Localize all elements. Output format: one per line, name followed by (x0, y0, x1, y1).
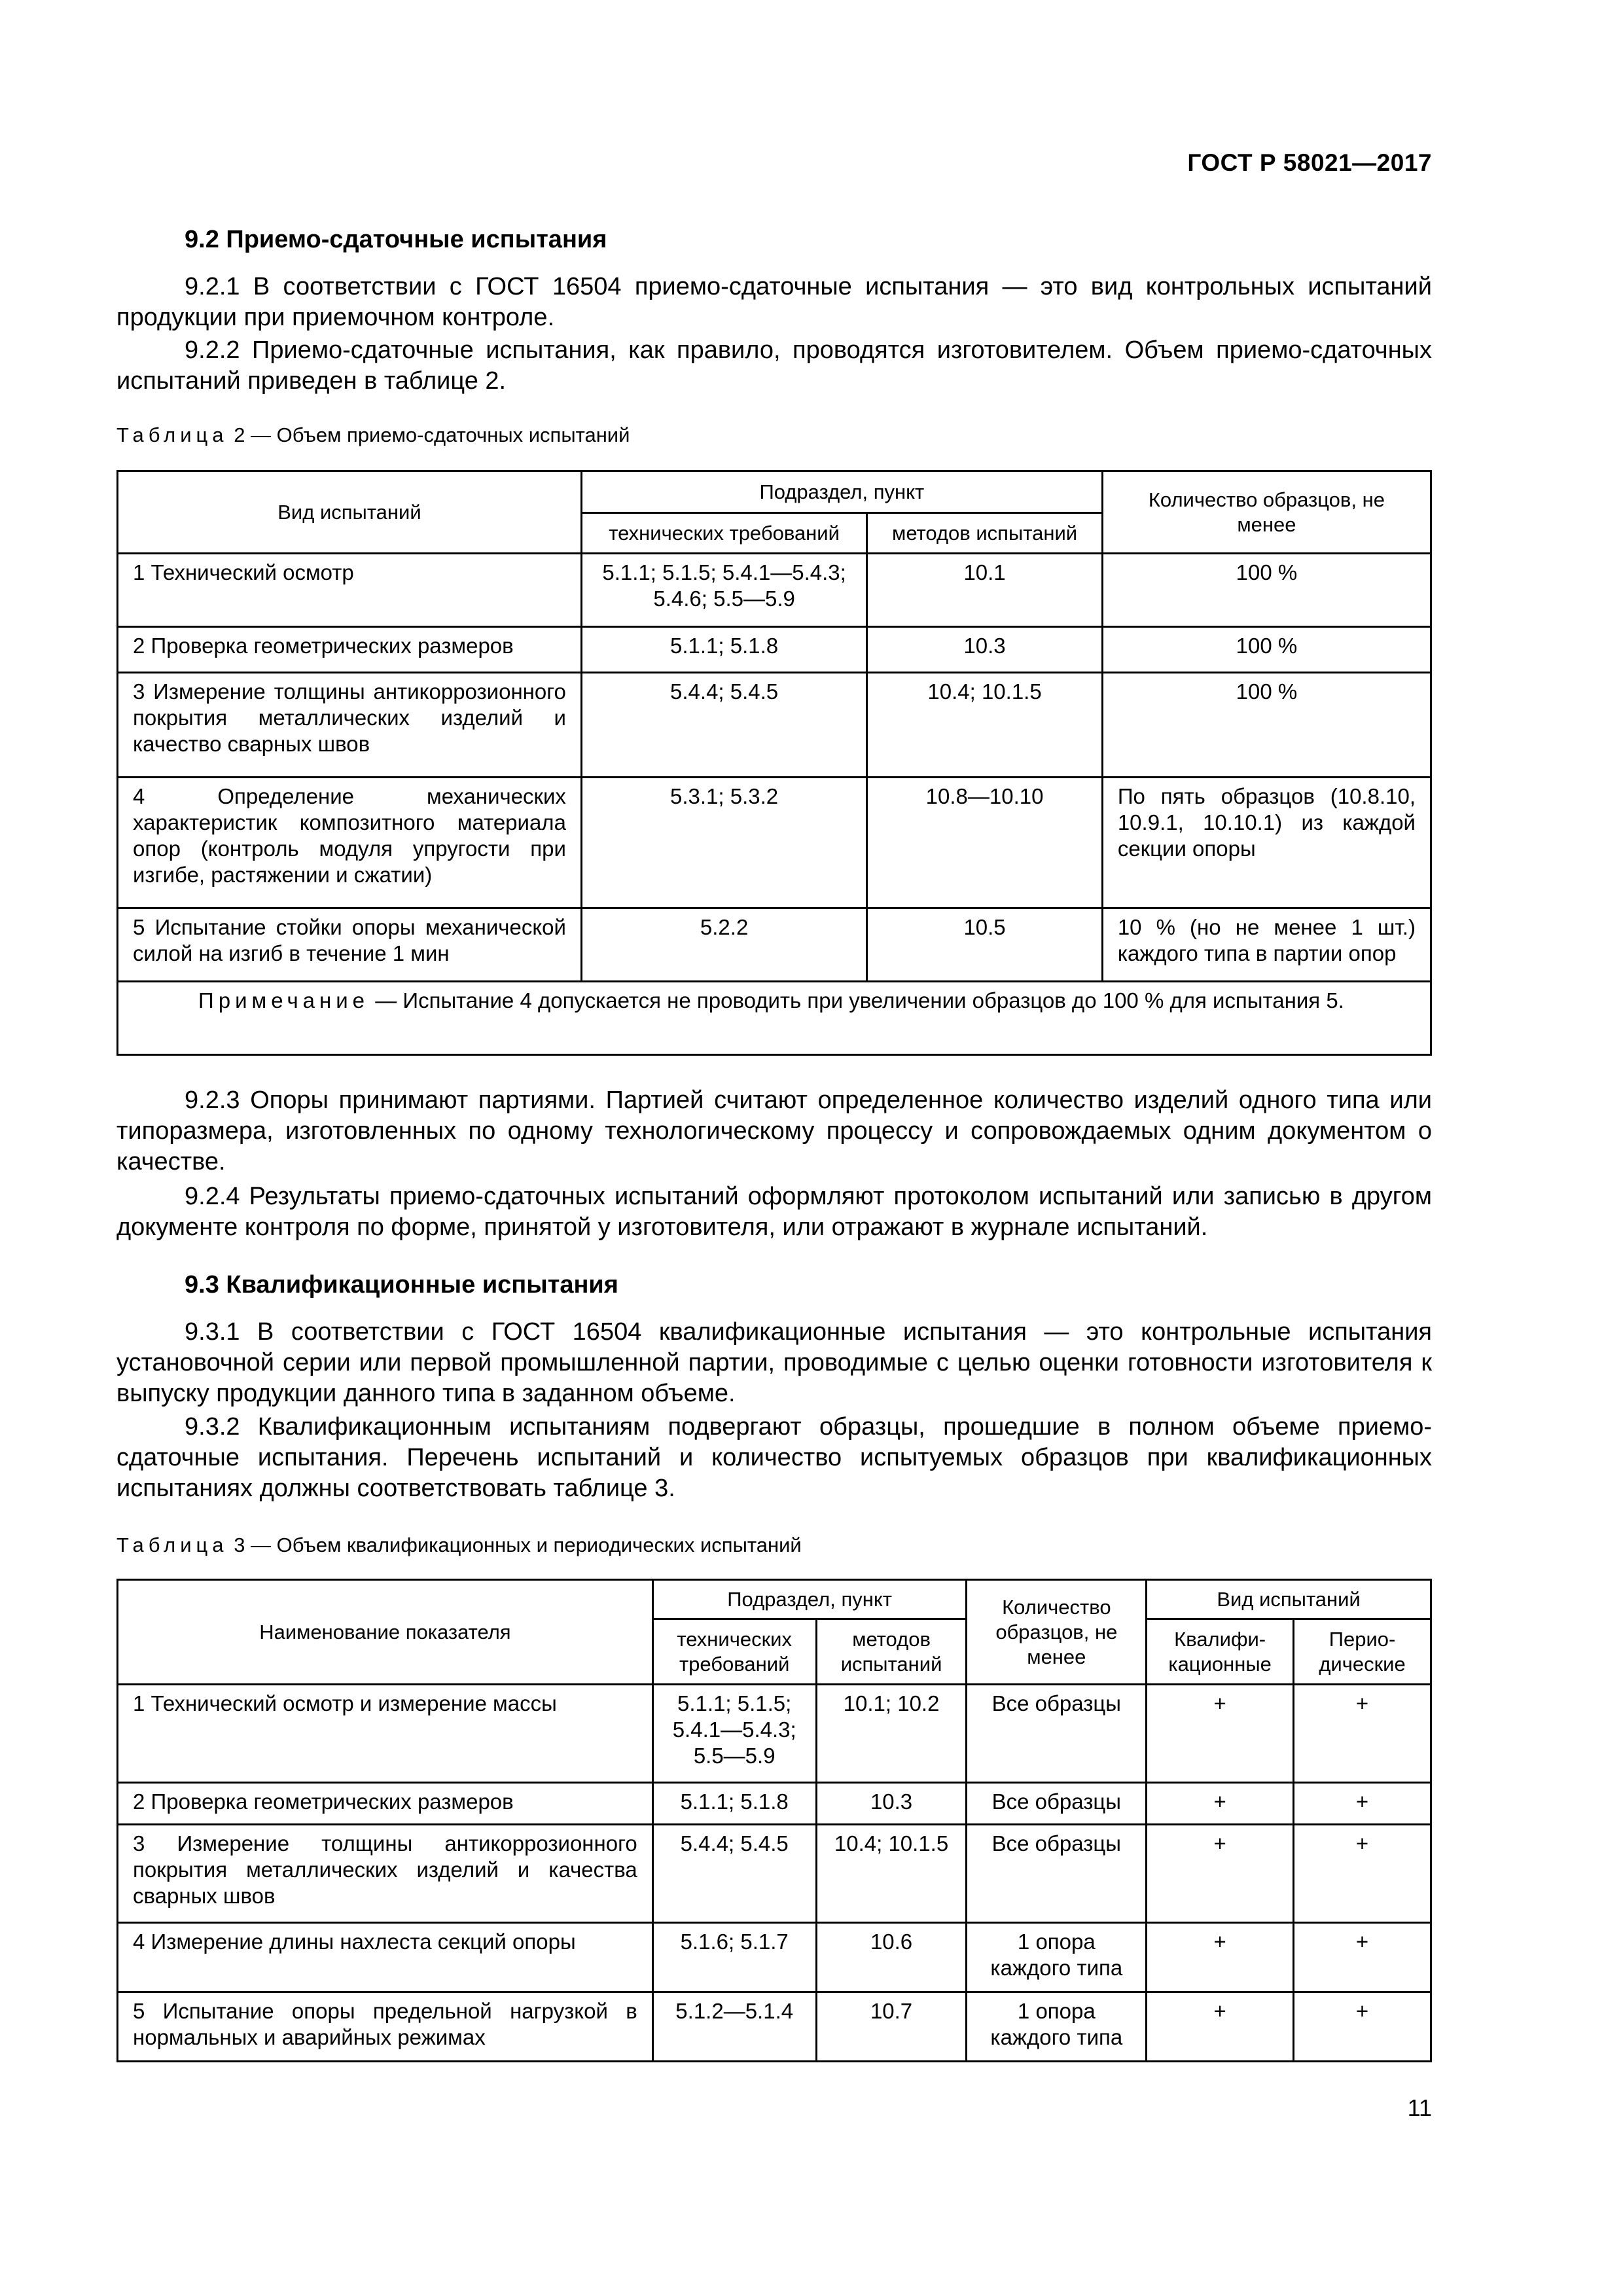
header-test-methods: методов испытаний (816, 1619, 967, 1685)
caption-text: 2 — Объем приемо-сдаточных испытаний (234, 423, 630, 446)
paragraph-9-2-2: 9.2.2 Приемо-сдаточные испытания, как правило, проводятся изготовителем. Объем приемо-сдаточных испытаний приведен в таблице 2. (116, 336, 1432, 395)
table-row: 3 Измерение толщины антикоррозионного покрытия металлических изделий и качество сварных швов 5.4.4; 5.4.5 10.4; 10.1.5 100 % (118, 673, 1431, 778)
header-tech-req: технических требований (581, 513, 866, 554)
table-note-row (118, 982, 1431, 1055)
document-id-header: ГОСТ Р 58021—2017 (1187, 149, 1432, 176)
caption-word: Таблица (116, 1534, 228, 1556)
table-3 (116, 1579, 1432, 2062)
paragraph-9-3-2: 9.3.2 Квалификационным испытаниям подвергают образцы, прошедшие в полном объеме приемо-сдаточные испытания. Перечень испытаний и количество испытуемых образцов при квалификационных испытаниях должны соответствовать таблице 3. (116, 1413, 1432, 1502)
header-test-type: Вид испытаний (118, 471, 582, 554)
table-2-caption (116, 423, 630, 447)
header-indicator: Наименование показателя (118, 1580, 653, 1685)
table-row: 3 Измерение толщины антикоррозионного покрытия металлических изделий и качества сварных швов 5.4.4; 5.4.5 10.4; 10.1.5 Все образцы + + (118, 1825, 1431, 1923)
table-row: 1 Технический осмотр и измерение массы 5.1.1; 5.1.5; 5.4.1—5.4.3; 5.5—5.9 10.1; 10.2 Все образцы + + (118, 1685, 1431, 1783)
table-row: 2 Проверка геометрических размеров 5.1.1; 5.1.8 10.3 Все образцы + + (118, 1783, 1431, 1825)
header-qualification: Квалифи-кационные (1147, 1619, 1294, 1685)
header-periodic: Перио-дические (1294, 1619, 1431, 1685)
table-row: 5 Испытание стойки опоры механической силой на изгиб в течение 1 мин 5.2.2 10.5 10 % (но не менее 1 шт.) каждого типа в партии опор (118, 908, 1431, 982)
paragraph-9-2-3: 9.2.3 Опоры принимают партиями. Партией считают определенное количество изделий одного типа или типоразмера, изготовленных по одному технологическому процессу и сопровождаемых одним документом о качестве. (116, 1086, 1432, 1175)
header-test-methods: методов испытаний (867, 513, 1103, 554)
table-2 (116, 470, 1432, 1056)
note-label: Примечание (198, 988, 370, 1013)
section-9-3-heading: 9.3 Квалификационные испытания (185, 1271, 618, 1299)
header-test-type: Вид испытаний (1147, 1580, 1431, 1619)
table-row: 1 Технический осмотр 5.1.1; 5.1.5; 5.4.1—5.4.3; 5.4.6; 5.5—5.9 10.1 100 % (118, 554, 1431, 627)
header-subsection: Подраздел, пункт (581, 471, 1102, 513)
note-text: — Испытание 4 допускается не проводить при увеличении образцов до 100 % для испытания 5. (375, 988, 1344, 1013)
paragraph-9-2-1: 9.2.1 В соответствии с ГОСТ 16504 приемо-сдаточные испытания — это вид контрольных испытаний продукции при приемочном контроле. (116, 273, 1432, 331)
table-row: 5 Испытание опоры предельной нагрузкой в нормальных и аварийных режимах 5.1.2—5.1.4 10.7 1 опора каждого типа + + (118, 1992, 1431, 2062)
caption-text: 3 — Объем квалификационных и периодических испытаний (234, 1534, 802, 1556)
table-row: 2 Проверка геометрических размеров 5.1.1; 5.1.8 10.3 100 % (118, 627, 1431, 673)
header-subsection: Подраздел, пункт (652, 1580, 967, 1619)
paragraph-9-3-1: 9.3.1 В соответствии с ГОСТ 16504 квалификационные испытания — это контрольные испытания установочной серии или первой промышленной партии, проводимые с целью оценки готовности изготовителя к выпуску продукции данного типа в заданном объеме. (116, 1318, 1432, 1407)
header-samples: Количество образцов, не менее (1102, 471, 1431, 554)
caption-word: Таблица (116, 423, 228, 446)
section-9-2-heading: 9.2 Приемо-сдаточные испытания (185, 226, 607, 253)
table-row: 4 Измерение длины нахлеста секций опоры 5.1.6; 5.1.7 10.6 1 опора каждого типа + + (118, 1923, 1431, 1992)
table-row: 4 Определение механических характеристик композитного материала опор (контроль модуля упругости при изгибе, растяжении и сжатии) 5.3.1; 5.3.2 10.8—10.10 По пять образцов (10.8.10, 10.9.1, 10.10.1) из каждой секции опоры (118, 778, 1431, 908)
header-samples: Количество образцов, не менее (967, 1580, 1147, 1685)
paragraph-9-2-4: 9.2.4 Результаты приемо-сдаточных испытаний оформляют протоколом испытаний или записью в другом документе контроля по форме, принятой у изготовителя, или отражают в журнале испытаний. (116, 1183, 1432, 1241)
table-3-caption (116, 1534, 802, 1557)
header-tech-req: технических требований (652, 1619, 816, 1685)
page-number: 11 (1407, 2094, 1432, 2121)
